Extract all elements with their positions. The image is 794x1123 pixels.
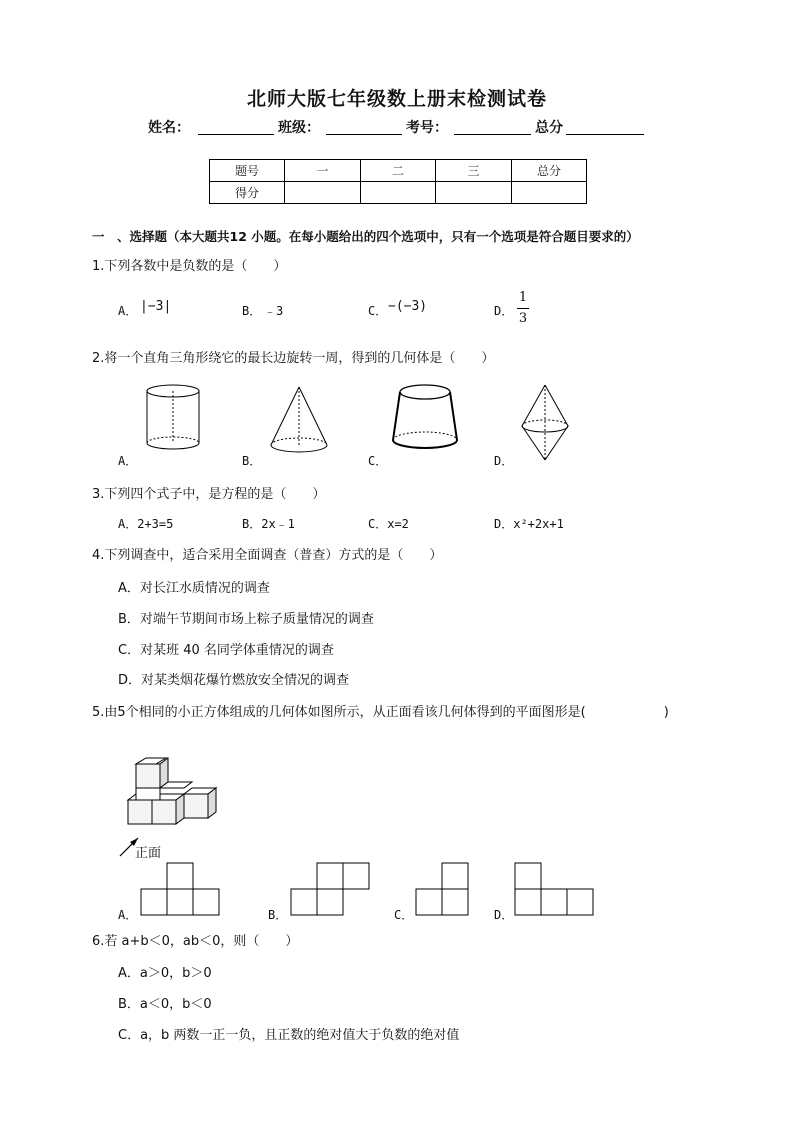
fraction-numerator: 1	[518, 290, 528, 305]
class-label: 班级：	[278, 120, 320, 136]
q2-option-a: A．	[118, 454, 138, 468]
section-1-heading: 一 、选择题（本大题共12 小题。在每小题给出的四个选项中，只有一个选项是符合题目要求的）	[92, 229, 639, 244]
page-title: 北师大版七年级数上册末检测试卷	[246, 88, 547, 110]
q3-option-d: D．x²+2x+1	[494, 517, 564, 531]
header-part-1: 一	[285, 160, 361, 182]
q5-option-c: C．	[394, 908, 414, 922]
double-cone-figure	[518, 382, 572, 462]
q4-option-a: A．对长江水质情况的调查	[118, 581, 270, 596]
q5-option-c-figure	[415, 862, 473, 918]
q3-stem: 3.下列四个式子中，是方程的是（ ）	[92, 487, 326, 502]
q2-stem: 2.将一个直角三角形绕它的最长边旋转一周，得到的几何体是（ ）	[92, 351, 495, 366]
q3-option-a: A．2+3=5	[118, 517, 174, 531]
q1-option-c-value: −(−3)	[388, 299, 428, 314]
q1-option-a-value: |−3|	[140, 299, 172, 314]
class-blank[interactable]	[326, 134, 402, 135]
q4-option-c: C．对某班 40 名同学体重情况的调查	[118, 643, 334, 658]
q1-stem: 1.下列各数中是负数的是（ ）	[92, 259, 287, 274]
q3-option-b: B．2x﹣1	[242, 517, 295, 531]
score-cell-total[interactable]	[512, 182, 587, 204]
q5-option-a: A．	[118, 908, 138, 922]
name-label: 姓名：	[148, 120, 190, 136]
q2-option-b: B．	[242, 454, 262, 468]
q5-option-d: D．	[494, 908, 514, 922]
header-question-no: 题号	[210, 160, 285, 182]
q2-option-d: D．	[494, 454, 514, 468]
q1-option-d-fraction	[517, 289, 529, 328]
score-cell-1[interactable]	[285, 182, 361, 204]
q1-option-c-label: C．	[368, 304, 388, 318]
q2-option-c: C．	[368, 454, 388, 468]
q6-option-a: A．a＞0，b＞0	[118, 966, 212, 981]
q5-stem: 5.由5个相同的小正方体组成的几何体如图所示，从正面看该几何体得到的平面图形是( )	[92, 705, 669, 720]
score-table-header-row	[210, 160, 587, 182]
score-cell-2[interactable]	[361, 182, 436, 204]
fraction-bar	[517, 308, 529, 309]
name-blank[interactable]	[198, 134, 274, 135]
q1-option-d-label: D．	[494, 304, 514, 318]
exam-no-blank[interactable]	[454, 134, 531, 135]
score-table	[209, 159, 587, 204]
q4-option-d: D．对某类烟花爆竹燃放安全情况的调查	[118, 673, 350, 688]
q6-option-c: C．a，b 两数一正一负，且正数的绝对值大于负数的绝对值	[118, 1028, 460, 1043]
header-part-2: 二	[361, 160, 436, 182]
row-label-score: 得分	[210, 182, 285, 204]
q6-option-b: B．a＜0，b＜0	[118, 997, 212, 1012]
score-cell-3[interactable]	[436, 182, 512, 204]
q1-option-a-label: A．	[118, 304, 138, 318]
q5-option-b: B．	[268, 908, 288, 922]
score-table-score-row	[210, 182, 587, 204]
total-label: 总分	[535, 120, 563, 136]
q4-option-b: B．对端午节期间市场上粽子质量情况的调查	[118, 612, 374, 627]
q4-stem: 4.下列调查中，适合采用全面调查（普查）方式的是（ ）	[92, 548, 443, 563]
q3-option-c: C．x=2	[368, 517, 409, 531]
cone-figure	[268, 385, 330, 455]
total-blank[interactable]	[566, 134, 644, 135]
fraction-denominator: 3	[518, 311, 528, 326]
frustum-figure	[390, 382, 460, 454]
cylinder-figure	[142, 383, 204, 453]
q1-option-b-label: B．	[242, 304, 262, 318]
header-part-3: 三	[436, 160, 512, 182]
q5-option-b-figure	[290, 862, 374, 918]
header-total: 总分	[512, 160, 587, 182]
exam-no-label: 考号：	[406, 120, 448, 136]
front-view-label: 正面	[135, 846, 162, 861]
q1-option-b-value: ﹣3	[264, 304, 284, 318]
q5-option-d-figure	[514, 862, 598, 918]
q5-option-a-figure	[140, 862, 224, 918]
q6-stem: 6.若 a+b＜0，ab＜0，则（ ）	[92, 934, 299, 949]
